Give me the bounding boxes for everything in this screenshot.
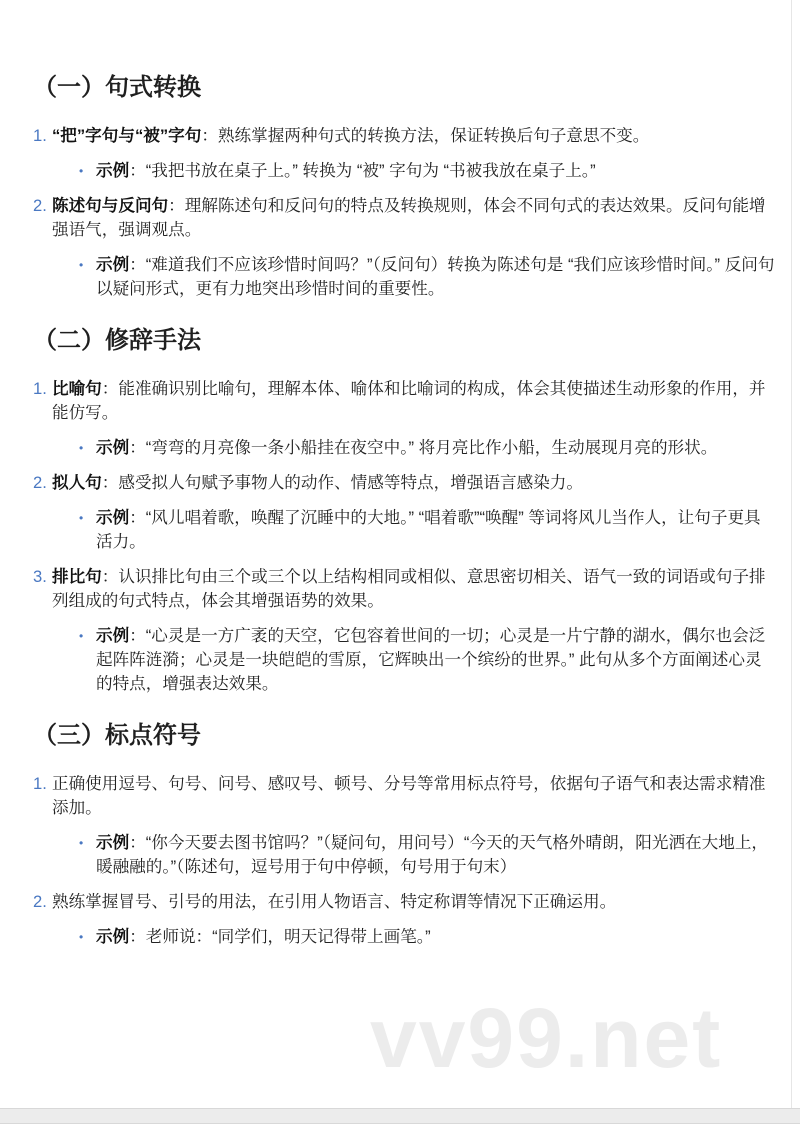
example-label: 示例 [96,508,130,527]
bullet-icon: • [79,930,84,944]
horizontal-scrollbar[interactable] [0,1108,800,1124]
list-item [33,194,775,301]
section-heading: （三）标点符号 [33,722,201,749]
example-label: 示例 [96,626,130,645]
bullet-icon: • [79,258,84,272]
example-text: ：“难道我们不应该珍惜时间吗？”（反问句）转换为陈述句是 “我们应该珍惜时间。” 反问句以疑问形式，更有力地突出珍惜时间的重要性。 [96,255,775,298]
example-label: 示例 [96,927,130,946]
example-label: 示例 [96,833,130,852]
list-number: 1. [33,379,47,398]
example-text: ：“心灵是一方广袤的天空，它包容着世间的一切；心灵是一片宁静的湖水，偶尔也会泛起阵阵涟漪；心灵是一块皑皑的雪原，它辉映出一个缤纷的世界。” 此句从多个方面阐述心灵的特点，增强表达效果。 [96,626,766,693]
example-bullet [52,159,775,183]
example-label: 示例 [96,161,130,180]
example-text: ：老师说：“同学们，明天记得带上画笔。” [129,927,431,946]
numbered-list [33,124,775,301]
example-text: ：“风儿唱着歌，唤醒了沉睡中的大地。” “唱着歌”“唤醒” 等词将风儿当作人，让句子更具活力。 [96,508,761,551]
list-item [33,565,775,696]
example-bullet [52,506,775,554]
item-term: “把”字句与“被”字句 [52,126,202,145]
item-text: ：理解陈述句和反问句的特点及转换规则，体会不同句式的表达效果。反问句能增强语气，强调观点。 [52,196,766,239]
example-text: ：“我把书放在桌子上。” 转换为 “被” 字句为 “书被我放在桌子上。” [129,161,596,180]
example-label: 示例 [96,438,130,457]
list-item [33,890,775,949]
example-text: ：“你今天要去图书馆吗？”（疑问句，用问号）“今天的天气格外晴朗，阳光洒在大地上，暖融融的。”（陈述句，逗号用于句中停顿，句号用于句末） [96,833,769,876]
bullet-icon: • [79,836,84,850]
item-text: ：感受拟人句赋予事物人的动作、情感等特点，增强语言感染力。 [101,473,583,492]
bullet-icon: • [79,629,84,643]
section [33,70,775,301]
item-term: 比喻句 [52,379,102,398]
example-label: 示例 [96,255,130,274]
section-heading: （一）句式转换 [33,74,201,101]
item-text: 正确使用逗号、句号、问号、感叹号、顿号、分号等常用标点符号，依据句子语气和表达需求精准添加。 [52,774,766,817]
list-item [33,124,775,183]
section [33,323,775,696]
bullet-icon: • [79,164,84,178]
section-heading: （二）修辞手法 [33,327,201,354]
list-number: 2. [33,473,47,492]
example-bullet [52,253,775,301]
page-edge [791,0,792,1108]
bullet-icon: • [79,441,84,455]
list-item [33,772,775,879]
item-text: ：认识排比句由三个或三个以上结构相同或相似、意思密切相关、语气一致的词语或句子排列组成的句式特点，体会其增强语势的效果。 [52,567,766,610]
list-number: 1. [33,774,47,793]
item-term: 拟人句 [52,473,102,492]
document-content [33,70,775,971]
list-number: 2. [33,196,47,215]
list-item [33,377,775,460]
item-term: 陈述句与反问句 [52,196,169,215]
example-text: ：“弯弯的月亮像一条小船挂在夜空中。” 将月亮比作小船，生动展现月亮的形状。 [129,438,718,457]
example-bullet [52,831,775,879]
bullet-icon: • [79,511,84,525]
example-bullet [52,436,775,460]
example-bullet [52,624,775,696]
item-text: ：能准确识别比喻句，理解本体、喻体和比喻词的构成，体会其使描述生动形象的作用，并能仿写。 [52,379,766,422]
example-bullet [52,925,775,949]
numbered-list [33,772,775,949]
list-item [33,471,775,554]
section [33,718,775,949]
list-number: 2. [33,892,47,911]
item-text: 熟练掌握冒号、引号的用法，在引用人物语言、特定称谓等情况下正确运用。 [52,892,617,911]
list-number: 1. [33,126,47,145]
list-number: 3. [33,567,47,586]
numbered-list [33,377,775,696]
item-text: ：熟练掌握两种句式的转换方法，保证转换后句子意思不变。 [201,126,650,145]
item-term: 排比句 [52,567,102,586]
watermark: vv99.net [370,991,723,1085]
